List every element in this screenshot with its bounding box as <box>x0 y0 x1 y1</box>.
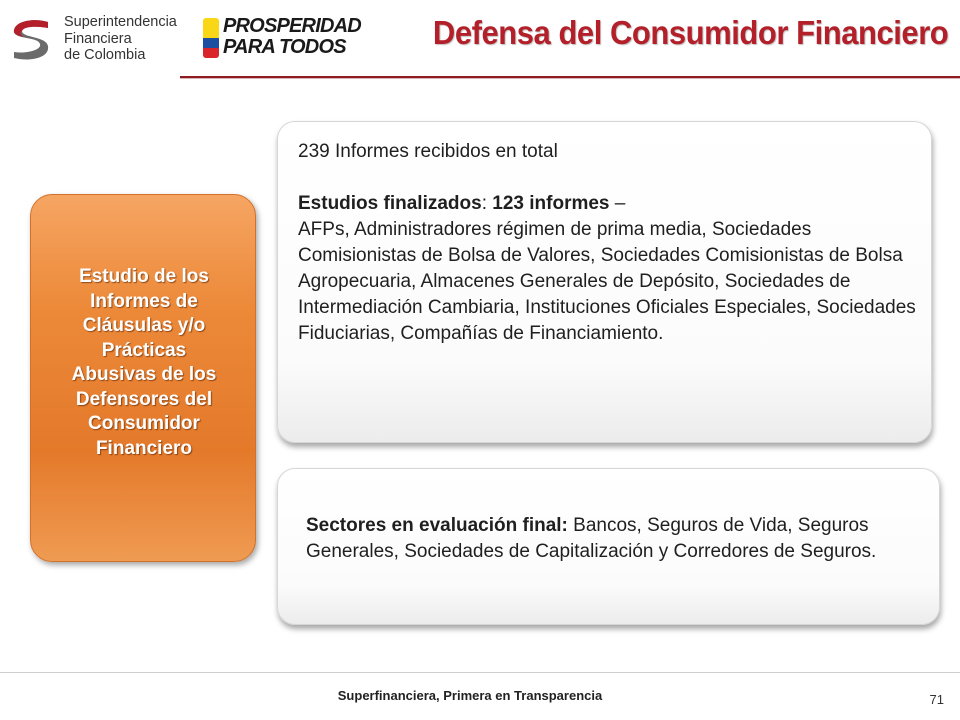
finished-sep: : <box>481 193 493 214</box>
footer-rule <box>0 672 960 673</box>
superintendencia-logo-text <box>64 14 177 64</box>
final-evaluation-label: Sectores en evaluación final: <box>306 515 568 536</box>
finished-studies-list: AFPs, Administradores régimen de prima media, Sociedades Comisionistas de Bolsa de Valores, Sociedades Comisionistas de Bolsa Agropecuaria, Almacenes Generales de Depósito, Sociedades de Intermediación Cambiaria, Instituciones Oficiales Especiales, Sociedades Fiduciarias, Compañías de Financiamiento. <box>298 219 916 344</box>
slide-title: Defensa del Consumidor Financiero <box>432 14 948 51</box>
colombia-flag-icon <box>203 18 219 58</box>
final-evaluation-text <box>306 513 926 565</box>
topic-line: Financiero <box>95 437 193 459</box>
final-evaluation-sectors: Bancos, Seguros de Vida, Seguros Generales, Sociedades de Capitalización y Corredores de Seguros. <box>306 515 877 562</box>
superintendencia-logo <box>8 12 178 68</box>
topic-line: Abusivas de los <box>71 364 217 385</box>
topic-box-text <box>31 265 257 461</box>
header <box>0 0 960 80</box>
finished-studies-label: Estudios finalizados <box>298 193 482 214</box>
finished-studies-heading <box>298 191 918 217</box>
logo-line: PARA TODOS <box>223 36 346 58</box>
finished-studies-count: 123 informes <box>492 193 610 214</box>
topic-line: Estudio de los <box>79 266 209 287</box>
prosperidad-logo <box>203 15 361 62</box>
reports-summary-box <box>277 121 932 443</box>
title-rule-shadow <box>180 78 960 79</box>
total-reports-line: 239 Informes recibidos en total <box>298 141 558 162</box>
logo-line: PROSPERIDAD <box>223 15 361 37</box>
topic-line: Consumidor <box>88 413 200 434</box>
topic-line: Informes de <box>90 290 198 312</box>
topic-box <box>30 194 256 562</box>
topic-line: Cláusulas y/o <box>82 315 206 336</box>
topic-line: Defensores del <box>75 388 213 410</box>
sfc-logo-mark-icon <box>8 16 54 62</box>
finished-dash: – <box>609 193 626 214</box>
prosperidad-logo-text <box>223 16 361 58</box>
logo-line: Financiera <box>64 30 132 47</box>
logo-line: Superintendencia <box>64 14 177 30</box>
topic-line: Prácticas <box>101 339 187 361</box>
footer-slogan: Superfinanciera, Primera en Transparencia <box>337 688 603 703</box>
page-number: 71 <box>929 692 944 707</box>
logo-line: de Colombia <box>64 47 146 63</box>
reports-summary-text <box>298 139 918 347</box>
final-evaluation-box <box>277 468 940 625</box>
